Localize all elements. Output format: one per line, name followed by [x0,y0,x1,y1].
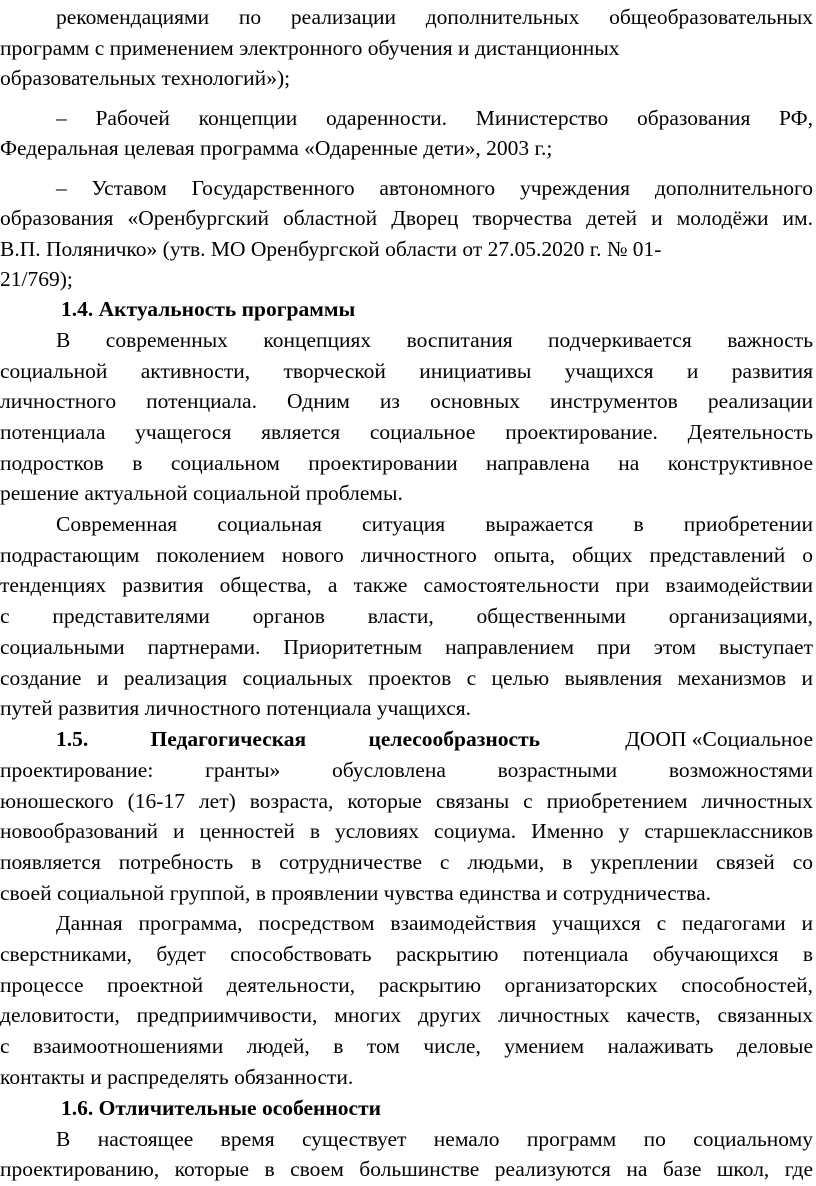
paragraph-line: социальной активности, творческой инициативы учащихся и развития [0,359,813,383]
paragraph-line: проектированию, которые в своем большинстве реализуются на базе школ, где [0,1157,813,1181]
paragraph-line: процессе проектной деятельности, раскрытию организаторских способностей, [0,973,813,997]
list-item-line: – Уставом Государственного автономного учреждения дополнительного [56,176,813,200]
list-item-line: Федеральная целевая программа «Одаренные дети», 2003 г.; [0,136,553,160]
text-line: программ с применением электронного обучения и дистанционных [0,36,620,60]
list-item-line: – Рабочей концепции одаренности. Министерство образования РФ, [56,106,813,130]
paragraph-line: юношеского (16-17 лет) возраста, которые связаны с приобретением личностных [0,789,813,813]
paragraph-line: проектирование: гранты» обусловлена возрастными возможностями [0,758,813,782]
paragraph-line: социальными партнерами. Приоритетным направлением при этом выступает [0,635,813,659]
list-item-line: образования «Оренбургский областной Дворец творчества детей и молодёжи им. [0,206,813,230]
paragraph-line: появляется потребность в сотрудничестве с людьми, в укреплении связей со [0,850,813,874]
paragraph-line: новообразований и ценностей в условиях социума. Именно у старшеклассников [0,819,813,843]
section-heading-text: 1.4. Актуальность программы [61,297,356,321]
paragraph-line: подростков в социальном проектировании направлена на конструктивное [0,451,813,475]
paragraph-line: создание и реализация социальных проектов с целью выявления механизмов и [0,666,813,690]
list-item-line: 21/769); [0,267,73,291]
text-line: образовательных технологий»); [0,66,291,90]
list-item-line: В.П. Поляничко» (утв. МО Оренбургской области от 27.05.2020 г. № 01- [0,237,662,261]
section-heading [61,294,813,325]
paragraph-line: потенциала учащегося является социальное проектирование. Деятельность [0,420,813,444]
paragraph-line: с представителями органов власти, общественными организациями, [0,604,813,628]
paragraph-line: подрастающим поколением нового личностного опыта, общих представлений о [0,543,813,567]
section-heading-line [56,724,813,755]
paragraph-line: личностного потенциала. Одним из основных инструментов реализации [0,389,813,413]
text-line: рекомендациями по реализации дополнительных общеобразовательных [56,5,813,29]
paragraph-line: В настоящее время существует немало программ по социальному [56,1127,813,1151]
section-heading [61,1093,813,1124]
section-heading-text: 1.6. Отличительные особенности [61,1096,382,1120]
section-heading-text: 1.5. Педагогическая целесообразность [56,727,540,751]
paragraph-line: путей развития личностного потенциала учащихся. [0,696,472,720]
paragraph-line: тенденциях развития общества, а также самостоятельности при взаимодействии [0,573,813,597]
paragraph-line: контакты и распределять обязанности. [0,1065,354,1089]
paragraph-line: Данная программа, посредством взаимодействия учащихся с педагогами и [56,911,813,935]
paragraph-line: сверстниками, будет способствовать раскрытию потенциала обучающихся в [0,942,813,966]
paragraph-line: деловитости, предприимчивости, многих других личностных качеств, связанных [0,1003,813,1027]
paragraph-line: решение актуальной социальной проблемы. [0,481,403,505]
paragraph-line: Современная социальная ситуация выражается в приобретении [56,512,813,536]
paragraph-text: ДООП «Социальное [625,727,813,751]
paragraph-line: своей социальной группой, в проявлении чувства единства и сотрудничества. [0,881,712,905]
paragraph-line: с взаимоотношениями людей, в том числе, умением налаживать деловые [0,1034,813,1058]
paragraph-line: В современных концепциях воспитания подчеркивается важность [56,328,813,352]
